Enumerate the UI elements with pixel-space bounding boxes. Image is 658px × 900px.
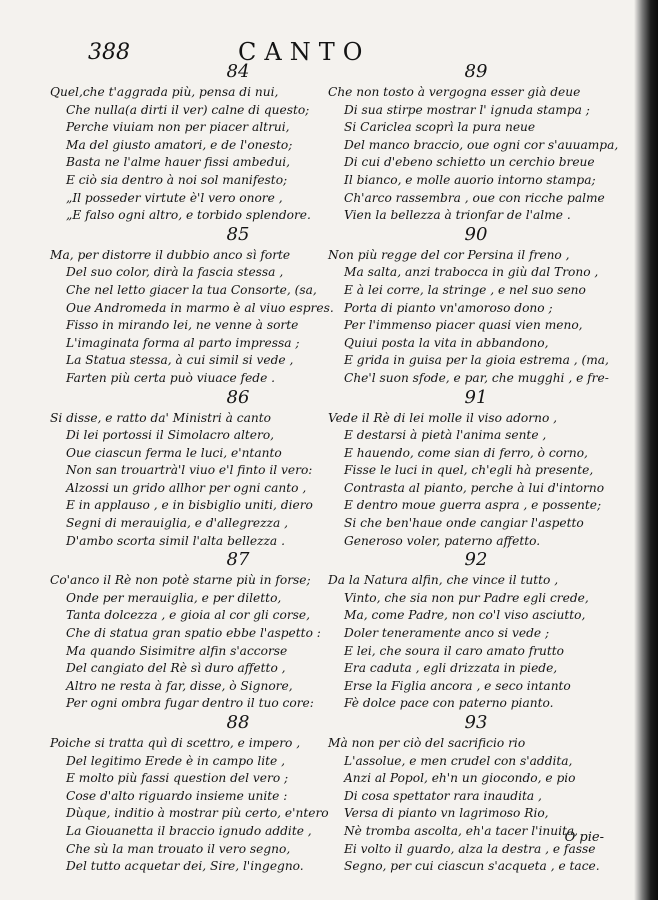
verse-line: E grida in guisa per la gioia estrema , (ma, (344, 353, 609, 368)
verse-line: Doler teneramente anco si vede ; (344, 626, 550, 641)
verse-line: Ei volto il guardo, alza la destra , e fasse (344, 841, 596, 856)
verse-line: Di lei portossi il Simolacro altero, (66, 428, 275, 443)
stanza-number: 88 (226, 712, 250, 733)
verse-line: Del tutto acquetar dei, Sire, l'ingegno. (66, 859, 304, 874)
verse-line: Fisse le luci in quel, ch'egli hà presente, (344, 463, 594, 478)
verse-line: Ma, per distorre il dubbio anco sì forte (50, 247, 291, 262)
verse-line: La Statua stessa, à cui simil si vede , (66, 353, 294, 368)
verse-line: Si Cariclea scoprì la pura neue (344, 120, 536, 135)
verse-line: Da la Natura alfin, che vince il tutto , (328, 573, 559, 588)
verse-line: Oue ciascun ferma le luci, e'ntanto (66, 445, 282, 460)
verse-line: Perche viuiam non per piacer altrui, (66, 120, 290, 135)
verse-line: Che nulla(a dirti il ver) calne di questo; (66, 102, 310, 117)
verse-line: Per ogni ombra fugar dentro il tuo core: (66, 696, 314, 711)
verse-line: Contrasta al pianto, perche à lui d'intorno (344, 480, 605, 495)
verse-line: Del legitimo Erede è in campo lite , (66, 753, 285, 768)
verse-line: Segni di merauiglia, e d'allegrezza , (66, 516, 288, 531)
verse-line: „E falso ogni altro, e torbido splendore. (66, 208, 311, 223)
verse-line: Quiui posta la vita in abbandono, (344, 335, 549, 350)
verse-line: Di cui d'ebeno schietto un cerchio breue (344, 155, 595, 170)
verse-line: Non più regge del cor Persina il freno , (328, 247, 570, 262)
verse-line: E lei, che soura il caro amato frutto (344, 643, 565, 658)
verse-line: Si che ben'haue onde cangiar l'aspetto (344, 516, 584, 531)
book-binding-shadow (634, 0, 658, 900)
verse-line: E destarsi à pietà l'anima sente , (344, 428, 547, 443)
verse-line: Per l'immenso piacer quasi vien meno, (344, 318, 583, 333)
verse-line: Non san trouartrà'l viuo e'l finto il vero: (66, 463, 313, 478)
verse-line: Del cangiato del Rè sì duro affetto , (66, 661, 286, 676)
verse-line: Che non tosto à vergogna esser già deue (328, 85, 581, 99)
catchword: O pie- (564, 830, 604, 845)
verse-line: Poiche si tratta quì di scettro, e impero , (50, 736, 301, 750)
verse-line: Co'anco il Rè non potè starne più in forse; (50, 573, 311, 588)
verse-line: Il bianco, e molle auorio intorno stampa; (344, 172, 596, 187)
verse-line: Fè dolce pace con paterno pianto. (344, 696, 554, 711)
verse-line: Che sù la man trouato il vero segno, (66, 841, 291, 856)
verse-line: Cose d'alto riguardo insieme unite : (66, 788, 288, 803)
verse-line: „Il posseder virtute è'l vero onore , (66, 190, 283, 205)
verse-line: Di cosa spettator rara inaudita , (344, 788, 542, 803)
verse-line: Onde per merauiglia, e per diletto, (66, 590, 282, 605)
verse-line: Vien la bellezza à trionfar de l'alme . (344, 208, 571, 223)
verse-line: Del suo color, dirà la fascia stessa , (66, 265, 284, 280)
verse-line: E hauendo, come sian di ferro, ò corno, (344, 445, 588, 460)
verse-line: Anzi al Popol, eh'n un giocondo, e pio (344, 771, 576, 786)
verse-line: E à lei corre, la stringe , e nel suo seno (344, 282, 586, 297)
verse-line: Si disse, e ratto da' Ministri à canto (50, 410, 271, 425)
verse-line: Oue Andromeda in marmo è al viuo espres. (66, 300, 334, 315)
right-column (328, 62, 624, 876)
verse-line: Di sua stirpe mostrar l' ignuda stampa ; (344, 102, 590, 117)
stanza-number: 90 (464, 223, 488, 245)
verse-line: Basta ne l'alme hauer fissi ambedui, (66, 155, 291, 170)
verse-line: Era caduta , egli drizzata in piede, (344, 661, 558, 676)
verse-line: Ma salta, anzi trabocca in giù dal Trono , (344, 265, 599, 280)
stanza-number: 84 (226, 61, 250, 82)
page-number: 388 (88, 40, 130, 65)
verse-line: L'assolue, e men crudel con s'addita, (344, 753, 573, 768)
stanza-number: 92 (464, 549, 488, 571)
verse-line: Mà non per ciò del sacrificio rio (328, 736, 526, 750)
stanza-number: 87 (226, 549, 250, 571)
stanza-number: 91 (464, 386, 488, 408)
verse-line: La Giouanetta il braccio ignudo addite , (66, 823, 312, 838)
verse-line: Porta di pianto vn'amoroso dono ; (344, 300, 553, 315)
verse-line: Che'l suon sfode, e par, che mugghi , e fre- (344, 370, 609, 385)
verse-line: Generoso voler, paterno affetto. (344, 533, 541, 548)
verse-line: Vinto, che sia non pur Padre egli crede, (344, 590, 589, 605)
verse-line: D'ambo scorta simil l'alta bellezza . (66, 533, 285, 548)
verse-line: Vede il Rè di lei molle il viso adorno , (328, 410, 558, 425)
stanza-number: 89 (464, 61, 488, 82)
verse-line: E dentro moue guerra aspra , e possente; (344, 498, 602, 513)
verse-line: Tanta dolcezza , e gioia al cor gli corse, (66, 608, 311, 623)
stanza-number: 93 (464, 712, 488, 733)
verse-line: Segno, per cui ciascun s'acqueta , e tace. (344, 859, 600, 874)
verse-line: Del manco braccio, oue ogni cor s'auuampa, (344, 137, 619, 152)
verse-line: Che nel letto giacer la tua Consorte, (sa, (66, 282, 317, 297)
verse-line: Dùque, inditio à mostrar più certo, e'ntero (66, 806, 329, 821)
verse-line: Ma, come Padre, non co'l viso asciutto, (344, 608, 586, 623)
verse-line: Fisso in mirando lei, ne venne à sorte (66, 318, 299, 333)
stanza-number: 86 (226, 386, 250, 408)
verse-line: Ma del giusto amatori, e de l'onesto; (66, 137, 293, 152)
left-column (50, 62, 340, 876)
verse-line: Alzossi un grido allhor per ogni canto , (66, 480, 307, 495)
verse-line: Altro ne resta à far, disse, ò Signore, (66, 678, 293, 693)
verse-line: Nè tromba ascolta, eh'a tacer l'inuita, (344, 823, 579, 838)
verse-line: Ma quando Sisimitre alfin s'accorse (66, 643, 288, 658)
verse-line: E molto più fassi question del vero ; (66, 771, 289, 786)
verse-line: Erse la Figlia ancora , e seco intanto (344, 678, 571, 693)
verse-line: Che di statua gran spatio ebbe l'aspetto : (66, 626, 321, 641)
verse-line: L'imaginata forma al parto impressa ; (66, 335, 300, 350)
verse-line: Versa di pianto vn lagrimoso Rio, (344, 806, 549, 821)
running-head: CANTO (238, 38, 371, 66)
verse-line: E ciò sia dentro à noi sol manifesto; (66, 172, 288, 187)
verse-line: Quel,che t'aggrada più, pensa di nui, (50, 85, 279, 99)
verse-line: Ch'arco rassembra , oue con ricche palme (344, 190, 605, 205)
stanza-number: 85 (226, 223, 250, 245)
verse-line: Farten più certa può viuace fede . (66, 370, 276, 385)
verse-line: E in applauso , e in bisbiglio uniti, diero (66, 498, 313, 513)
